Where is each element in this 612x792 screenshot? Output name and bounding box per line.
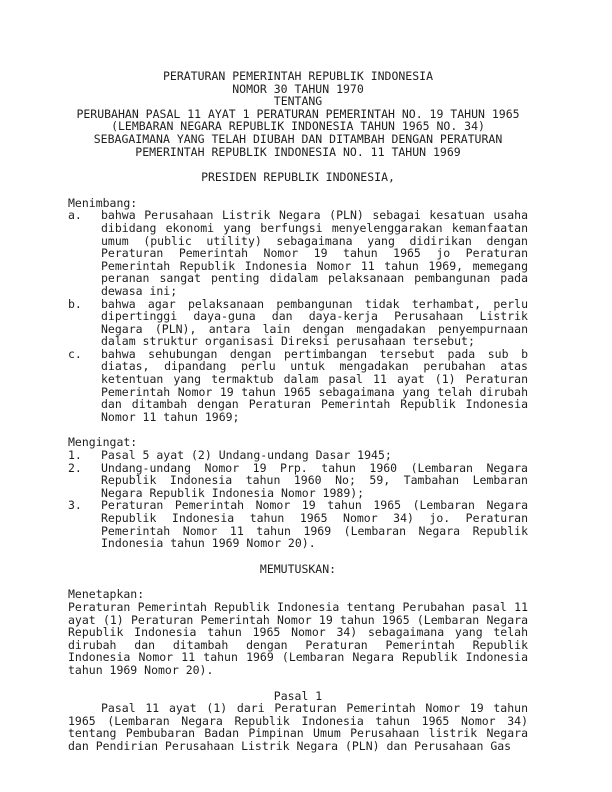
title-line-6: SEBAGAIMANA YANG TELAH DIUBAH DAN DITAMBAH DENGAN PERATURAN [93,131,503,146]
item-text: bahwa sehubungan dengan pertimbangan tersebut pada sub b diatas, dipandang perlu untuk mengadakan perubahan atas ketentuan yang termaktub dalam pasal 11 ayat (1) Peraturan Pemerintah Nomor 19 tahun 1965 sebagaimana yang telah dirubah dan ditambah dengan Peraturan Pemerintah Republik Indonesia Nomor 11 tahun 1969; [101,346,528,424]
item-text: Pasal 5 ayat (2) Undang-undang Dasar 1945; [101,448,392,463]
title-line-1: PERATURAN PEMERINTAH REPUBLIK INDONESIA [162,69,434,83]
legal-basis-item-2 [68,462,528,500]
item-text: Peraturan Pemerintah Nomor 19 tahun 1965 (Lembaran Negara Republik Indonesia tahun 1965 Nomor 34) jo. Peraturan Pemerintah Nomor 11 tahun 1969 (Lembaran Negara Republik Indonesia tahun 1969 Nomor 20). [101,498,528,551]
item-label: 3. [68,498,82,513]
menetapkan-heading: Menetapkan: [68,587,145,602]
consideration-item-b [68,298,528,348]
pasal-1-text: Pasal 11 ayat (1) dari Peraturan Pemerintah Nomor 19 tahun 1965 (Lembaran Negara Republik Indonesia tahun 1965 Nomor 34) tentang Pembubaran Badan Pimpinan Umum Perusahaan listrik Negara dan Pendirian Perusahaan Listrik Negara (PLN) dan Perusahaan Gas [68,701,528,753]
issuing-authority-line: PRESIDEN REPUBLIK INDONESIA, [201,170,395,185]
section-menimbang [68,197,528,424]
item-label: 2. [68,460,82,475]
memutuskan-line: MEMUTUSKAN: [259,561,337,576]
title-line-4: PERUBAHAN PASAL 11 AYAT 1 PERATURAN PEMERINTAH NO. 19 TAHUN 1965 [76,106,520,121]
legal-basis-item-3 [68,499,528,549]
item-label: a. [68,208,82,223]
menimbang-heading: Menimbang: [68,195,138,210]
section-mengingat [68,436,528,549]
title-line-7: PEMERINTAH REPUBLIK INDONESIA NO. 11 TAHUN 1969 [135,144,461,159]
pasal-1-heading: Pasal 1 [273,688,323,703]
mengingat-heading: Mengingat: [68,435,138,450]
consideration-item-c [68,348,528,424]
section-pasal-1 [68,690,528,753]
menetapkan-text: Peraturan Pemerintah Republik Indonesia tentang Perubahan pasal 11 ayat (1) Peraturan Pemerintah Nomor 19 tahun 1965 (Lembaran Negara Republik Indonesia tahun 1965 Nomor 34) sebagaimana yang telah dirubah dan ditambah dengan Peraturan Pemerintah Republik Indonesia Nomor 11 tahun 1969 (Lembaran Negara Republik Indonesia tahun 1969 Nomor 20). [68,599,528,677]
item-label: b. [68,296,82,311]
legal-basis-item-1 [68,449,528,462]
item-text: Undang-undang Nomor 19 Prp. tahun 1960 (Lembaran Negara Republik Indonesia tahun 1960 No; 59, Tambahan Lembaran Negara Republik Indonesia Nomor 1989); [101,460,528,500]
document-header [68,70,528,158]
item-text: bahwa agar pelaksanaan pembangunan tidak terhambat, perlu dipertinggi daya-guna dan daya-kerja Perusahaan Listrik Negara (PLN), antara lain dengan mengadakan penyempurnaan dalam struktur organisasi Direksi perusahaan tersebut; [101,296,528,349]
title-line-2: NOMOR 30 TAHUN 1970 [232,81,364,96]
consideration-item-a [68,209,528,297]
section-menetapkan [68,588,528,676]
title-line-3: TENTANG [273,94,323,109]
item-label: 1. [68,448,82,463]
item-label: c. [68,346,82,361]
item-text: bahwa Perusahaan Listrik Negara (PLN) sebagai kesatuan usaha dibidang ekonomi yang berfungsi menyelenggarakan kemanfaatan umum (public utility) sebagaimana yang didirikan dengan Peraturan Pemerintah Nomor 19 tahun 1965 jo Peraturan Pemerintah Republik Indonesia Nomor 11 tahun 1969, memegang peranan sangat penting didalam pelaksanaan pembangunan pada dewasa ini; [101,208,528,298]
title-line-5: (LEMBARAN NEGARA REPUBLIK INDONESIA TAHUN 1965 NO. 34) [111,119,485,134]
